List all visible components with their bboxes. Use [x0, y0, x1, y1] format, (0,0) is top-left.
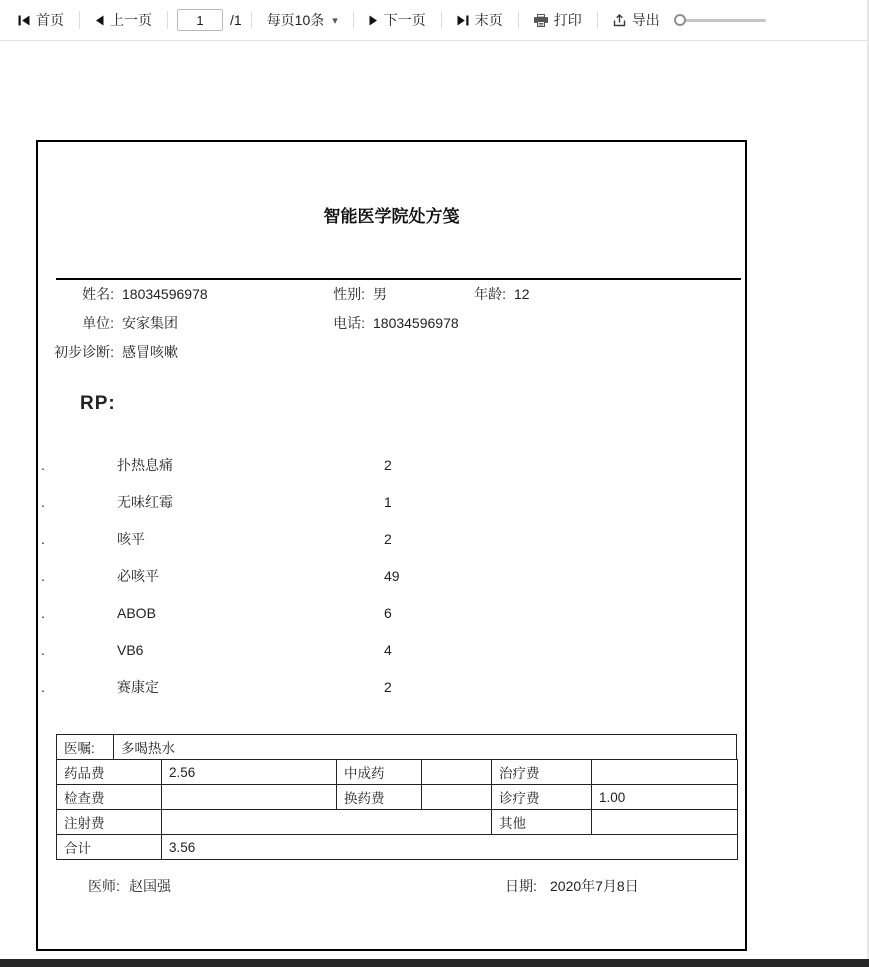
fee-row	[57, 760, 738, 785]
date-label: 日期:	[505, 878, 537, 894]
zoom-slider-track[interactable]	[678, 19, 766, 22]
medication-name: VB6	[117, 642, 144, 658]
zoom-slider-knob[interactable]	[674, 14, 686, 26]
medication-name: 无味红霉	[117, 494, 173, 510]
toolbar-separator	[79, 11, 80, 29]
prev-page-label: 上一页	[110, 12, 152, 28]
toolbar-separator	[597, 11, 598, 29]
fee-label-cell: 中成药	[337, 760, 422, 785]
medication-row	[38, 484, 745, 521]
row-bullet: .	[41, 605, 45, 621]
first-page-label: 首页	[36, 12, 64, 28]
medication-row	[38, 632, 745, 669]
page-size-label: 每页10条	[266, 12, 325, 28]
zoom-slider[interactable]	[678, 10, 766, 30]
first-page-button[interactable]	[12, 10, 70, 30]
chevron-down-icon: ▾	[332, 14, 338, 27]
fee-value-cell	[422, 760, 492, 785]
fee-row	[57, 785, 738, 810]
medication-name: ABOB	[117, 605, 156, 621]
unit-label: 单位:	[82, 315, 114, 331]
row-bullet: .	[41, 568, 45, 584]
fee-value-cell	[162, 810, 492, 835]
fee-label-cell: 诊疗费	[492, 785, 592, 810]
print-preview-area	[0, 41, 869, 959]
unit-value: 安家集团	[122, 315, 178, 331]
prev-page-button[interactable]	[89, 10, 158, 30]
medication-row	[38, 521, 745, 558]
total-value-cell: 3.56	[162, 835, 738, 860]
toolbar-separator	[518, 11, 519, 29]
doctor-value: 赵国强	[129, 878, 171, 894]
page-title: 智能医学院处方笺	[323, 207, 460, 226]
fee-value-cell	[592, 760, 738, 785]
diagnosis-label: 初步诊断:	[54, 344, 114, 360]
printer-icon	[534, 14, 548, 27]
last-page-button[interactable]	[451, 10, 509, 30]
fee-label-cell: 检查费	[57, 785, 162, 810]
print-label: 打印	[553, 12, 582, 28]
medication-name: 咳平	[117, 531, 145, 547]
medication-row	[38, 595, 745, 632]
medication-row	[38, 447, 745, 484]
rp-heading: RP:	[80, 393, 116, 414]
export-label: 导出	[631, 12, 660, 28]
phone-value: 18034596978	[373, 315, 459, 331]
medication-name: 赛康定	[117, 679, 159, 695]
signature-row	[38, 876, 745, 896]
toolbar-separator	[353, 11, 354, 29]
row-bullet: .	[41, 642, 45, 658]
fee-label-cell: 治疗费	[492, 760, 592, 785]
medication-qty: 2	[384, 531, 392, 547]
page-total-label: /1	[230, 12, 242, 28]
medication-name: 必咳平	[117, 568, 159, 584]
page-size-dropdown[interactable]	[261, 10, 344, 30]
name-value: 18034596978	[122, 286, 208, 302]
print-button[interactable]	[528, 10, 588, 30]
title-divider	[56, 278, 741, 280]
fee-label-cell: 注射费	[57, 810, 162, 835]
next-page-label: 下一页	[383, 12, 426, 28]
prev-page-icon	[95, 15, 104, 26]
report-toolbar	[0, 0, 869, 41]
row-bullet: .	[41, 679, 45, 695]
medication-qty: 4	[384, 642, 392, 658]
fee-value-cell	[162, 785, 337, 810]
fee-row	[57, 810, 738, 835]
medication-row	[38, 669, 745, 706]
medication-qty: 49	[384, 568, 400, 584]
medication-qty: 6	[384, 605, 392, 621]
total-label-cell: 合计	[57, 835, 162, 860]
row-bullet: .	[41, 457, 45, 473]
age-value: 12	[514, 286, 530, 302]
gender-label: 性别:	[333, 286, 365, 302]
advice-label-cell: 医嘱:	[57, 735, 114, 760]
medication-row	[38, 558, 745, 595]
toolbar-separator	[251, 11, 252, 29]
page-number-input[interactable]	[177, 9, 223, 31]
next-page-button[interactable]	[363, 10, 432, 30]
phone-label: 电话:	[333, 315, 365, 331]
fee-label-cell: 换药费	[337, 785, 422, 810]
diagnosis-value: 感冒咳嗽	[122, 344, 178, 360]
medication-list	[38, 447, 745, 706]
advice-value-cell: 多喝热水	[114, 735, 737, 760]
fee-table	[56, 734, 737, 860]
fee-row	[57, 835, 738, 860]
gender-value: 男	[373, 286, 387, 302]
medication-qty: 1	[384, 494, 392, 510]
fee-value-cell	[592, 810, 738, 835]
fee-label-cell: 其他	[492, 810, 592, 835]
date-value: 2020年7月8日	[550, 878, 639, 894]
export-button[interactable]	[607, 10, 666, 30]
toolbar-separator	[441, 11, 442, 29]
next-page-icon	[369, 15, 378, 26]
patient-info-row	[38, 284, 735, 304]
medication-qty: 2	[384, 679, 392, 695]
export-icon	[613, 14, 626, 27]
fee-value-cell	[422, 785, 492, 810]
row-bullet: .	[41, 531, 45, 547]
last-page-icon	[457, 15, 469, 26]
diagnosis-row	[38, 342, 735, 362]
medication-qty: 2	[384, 457, 392, 473]
patient-info-row	[38, 313, 735, 333]
medication-name: 扑热息痛	[117, 457, 173, 473]
last-page-label: 末页	[474, 12, 503, 28]
fee-label-cell: 药品费	[57, 760, 162, 785]
doctor-label: 医师:	[88, 878, 120, 894]
name-label: 姓名:	[82, 286, 114, 302]
window-bottom-edge	[0, 959, 869, 967]
row-bullet: .	[41, 494, 45, 510]
fee-value-cell: 1.00	[592, 785, 738, 810]
prescription-page	[36, 140, 747, 951]
advice-table	[56, 734, 737, 760]
fee-value-cell: 2.56	[162, 760, 337, 785]
age-label: 年龄:	[474, 286, 506, 302]
toolbar-separator	[167, 11, 168, 29]
first-page-icon	[18, 15, 30, 26]
fee-main-table	[56, 759, 738, 860]
